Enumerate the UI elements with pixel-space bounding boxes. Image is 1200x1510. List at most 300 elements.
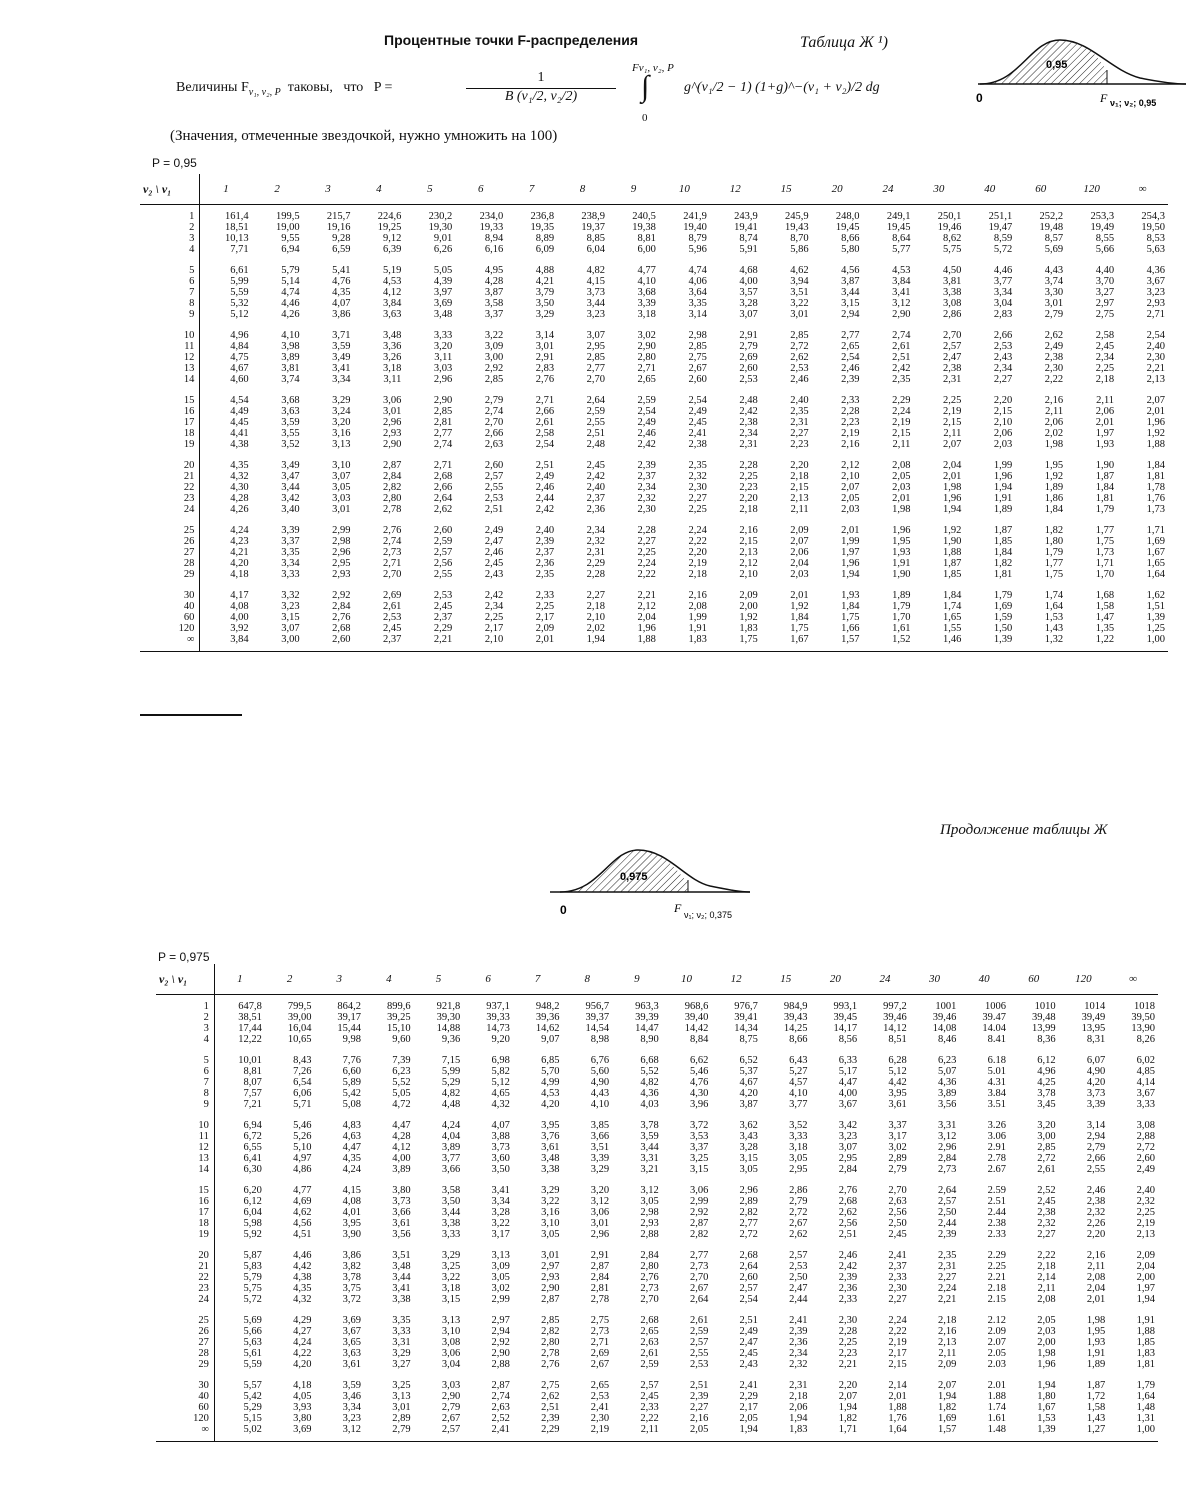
table-cell: 6,23 xyxy=(937,1055,957,1066)
table-cell: 2,53 xyxy=(484,493,504,504)
table-cell: 3,42 xyxy=(838,1120,858,1131)
table-cell: 2,30 xyxy=(888,1283,907,1294)
table-cell: 2,91 xyxy=(739,330,758,341)
table-cell: 2,91 xyxy=(535,352,555,363)
table-cell: 2,49 xyxy=(484,525,504,536)
table-cell: 1,81 xyxy=(1095,493,1115,504)
table-cell: 8,62 xyxy=(942,233,962,244)
table-cell: 2,06 xyxy=(1095,406,1115,417)
table-cell: 3,33 xyxy=(1136,1099,1155,1110)
table-end-rule xyxy=(140,714,242,716)
table-cell: 6,60 xyxy=(342,1066,362,1077)
table-cell: 4,82 xyxy=(441,1088,461,1099)
row-header: 30 xyxy=(156,1370,214,1391)
table-cell: 5,87 xyxy=(243,1250,262,1261)
table-row xyxy=(140,569,1168,580)
table-cell: 2,37 xyxy=(888,1261,907,1272)
table-cell: 1,46 xyxy=(913,634,964,652)
table-cell: 2.38 xyxy=(987,1218,1006,1229)
table-cell: 9,98 xyxy=(342,1034,362,1045)
table-row xyxy=(156,1099,1158,1110)
table-cell: 1,47 xyxy=(1095,612,1115,623)
table-cell: 2,11 xyxy=(1045,406,1064,417)
table-cell: 2,59 xyxy=(689,1326,709,1337)
table-cell: 2,61 xyxy=(689,1315,709,1326)
table-cell: 5,79 xyxy=(281,265,300,276)
table-cell: 2,49 xyxy=(535,471,555,482)
table-cell: 8,66 xyxy=(841,233,860,244)
table-cell: 1,25 xyxy=(1146,623,1165,634)
table-cell: 2,53 xyxy=(739,374,758,385)
table-cell: 2,68 xyxy=(640,1315,659,1326)
table-cell: 2,25 xyxy=(688,504,707,515)
table-cell: 3,05 xyxy=(739,1164,758,1175)
table-cell: 3,46 xyxy=(342,1391,362,1402)
table-cell: 2,84 xyxy=(383,471,402,482)
table-cell: 1,67 xyxy=(1037,1402,1056,1413)
table-row xyxy=(140,309,1168,320)
distribution-graph-2 xyxy=(550,842,790,926)
table-cell: 2,45 xyxy=(888,1229,907,1240)
row-header: 29 xyxy=(140,569,200,580)
table-cell: 4,05 xyxy=(293,1391,312,1402)
table-cell: 3,63 xyxy=(281,406,300,417)
row-header: 25 xyxy=(140,515,200,536)
table-cell: 2,50 xyxy=(888,1218,907,1229)
table-cell: 2,90 xyxy=(433,395,453,406)
table-cell: 2,27 xyxy=(1037,1229,1056,1240)
table-cell: 2,42 xyxy=(484,590,504,601)
table-cell: 2,82 xyxy=(541,1326,560,1337)
note: (Значения, отмеченные звездочкой, нужно умножить на 100) xyxy=(170,128,558,144)
table-cell: 2,24 xyxy=(688,525,707,536)
table-cell: 2,46 xyxy=(637,428,656,439)
f-sub-label-2: ν₁; ν₂; 0,375 xyxy=(684,910,733,920)
table-cell: 7,76 xyxy=(342,1055,362,1066)
table-cell: 2,45 xyxy=(586,460,605,471)
column-header: 7 xyxy=(513,964,563,995)
table-cell: 2,31 xyxy=(739,439,758,450)
table-cell: 1,64 xyxy=(1146,569,1165,580)
table-cell: 2,62 xyxy=(789,1229,808,1240)
table-cell: 2,41 xyxy=(688,428,707,439)
table-row xyxy=(140,374,1168,385)
table-cell: 3,34 xyxy=(993,287,1013,298)
table-cell: 2,63 xyxy=(484,439,504,450)
table-cell: 4,00 xyxy=(230,612,249,623)
table-cell: 8,43 xyxy=(293,1055,312,1066)
table-header-row xyxy=(156,964,1158,995)
table-cell: 2,51 xyxy=(535,460,555,471)
table-cell: 19,40 xyxy=(683,222,707,233)
table-cell: 4,42 xyxy=(888,1077,907,1088)
corner-header: ν₂ \ ν₁ xyxy=(156,964,214,995)
table-cell: 2.18 xyxy=(987,1283,1006,1294)
table-cell: 3,77 xyxy=(993,276,1013,287)
table-cell: 2,22 xyxy=(640,1413,659,1424)
table-cell: 6,04 xyxy=(243,1207,262,1218)
table-cell: 2,28 xyxy=(841,406,860,417)
table-cell: 2,45 xyxy=(640,1391,659,1402)
table-cell: 2,25 xyxy=(1136,1207,1155,1218)
table-cell: 4,03 xyxy=(640,1099,659,1110)
table-cell: 2,75 xyxy=(541,1380,560,1391)
table-cell: 1,83 xyxy=(659,634,710,652)
table-cell: 4,21 xyxy=(230,547,249,558)
table-cell: 5,77 xyxy=(892,244,911,255)
table-cell: 2,34 xyxy=(637,482,656,493)
table-cell: 224,6 xyxy=(377,211,402,222)
table-cell: 4,25 xyxy=(1037,1077,1056,1088)
table-cell: 2,57 xyxy=(484,471,504,482)
table-cell: 2,18 xyxy=(1037,1261,1056,1272)
table-cell: 4,96 xyxy=(230,330,249,341)
table-cell: 8,81 xyxy=(243,1066,262,1077)
table-cell: 2,55 xyxy=(689,1348,709,1359)
table-row xyxy=(156,1391,1158,1402)
table-row xyxy=(140,352,1168,363)
formula-integrand: g^(ν₁/2 − 1) (1+g)^−(ν₁ + ν₂)/2 dg xyxy=(684,80,880,95)
table-cell: 4,35 xyxy=(293,1283,312,1294)
table-cell: 7,39 xyxy=(392,1055,411,1066)
table-cell: 14,54 xyxy=(585,1023,610,1034)
table-cell: 2,40 xyxy=(1146,341,1165,352)
table-cell: 2,51 xyxy=(689,1380,709,1391)
table-cell: 2,29 xyxy=(586,558,605,569)
table-cell: 10,01 xyxy=(238,1055,262,1066)
formula-lower-limit: 0 xyxy=(642,112,648,124)
table-cell: 1,79 xyxy=(1136,1380,1155,1391)
table-cell: 937,1 xyxy=(486,1001,510,1012)
table-cell: 3,01 xyxy=(332,504,351,515)
table-cell: 2,02 xyxy=(586,623,605,634)
table-cell: 2,21 xyxy=(838,1359,858,1370)
table-cell: 2,51 xyxy=(892,352,911,363)
table-cell: 4,90 xyxy=(1086,1066,1106,1077)
formula xyxy=(176,62,936,132)
table-cell: 5,71 xyxy=(293,1099,312,1110)
table-cell: 19,30 xyxy=(428,222,453,233)
table-cell: 2,45 xyxy=(1037,1196,1056,1207)
table-cell: 6,26 xyxy=(433,244,453,255)
table-cell: 1,85 xyxy=(993,536,1013,547)
table-row xyxy=(140,244,1168,255)
table-cell: 2,54 xyxy=(637,406,656,417)
table-cell: 2,58 xyxy=(1095,330,1115,341)
table-cell: 4,20 xyxy=(541,1099,560,1110)
table-cell: 1014 xyxy=(1084,1001,1106,1012)
table-cell: 2,96 xyxy=(332,547,351,558)
table-cell: 3,48 xyxy=(392,1261,411,1272)
table-cell: 2,11 xyxy=(892,439,911,450)
table-cell: 2,32 xyxy=(637,493,656,504)
table-row xyxy=(156,1326,1158,1337)
table-cell: 2,93 xyxy=(1146,298,1165,309)
page-title: Процентные точки F-распределения xyxy=(384,32,638,48)
table-cell: 2,80 xyxy=(383,493,402,504)
continuation-label: Продолжение таблицы Ж xyxy=(940,822,1108,838)
table-cell: 2,28 xyxy=(637,525,656,536)
table-cell: 2,33 xyxy=(535,590,555,601)
table-cell: 2,88 xyxy=(1136,1131,1155,1142)
table-cell: 4,83 xyxy=(342,1120,362,1131)
table-cell: 3,33 xyxy=(433,330,453,341)
table-cell: 1,96 xyxy=(1146,417,1165,428)
table-cell: 2,31 xyxy=(937,1261,957,1272)
table-cell: 5,12 xyxy=(888,1066,907,1077)
table-cell: 2,78 xyxy=(383,504,402,515)
table-cell: 2,20 xyxy=(993,395,1013,406)
table-cell: 2,39 xyxy=(838,1272,858,1283)
table-cell: 2,32 xyxy=(1086,1207,1106,1218)
table-cell: 3,33 xyxy=(281,569,300,580)
table-cell: 1006 xyxy=(984,1001,1006,1012)
zero-label-2: 0 xyxy=(560,903,567,917)
table-cell: 5,17 xyxy=(838,1066,858,1077)
table-cell: 2,53 xyxy=(789,1261,808,1272)
table-cell: 2,42 xyxy=(892,363,911,374)
table-cell: 2,68 xyxy=(739,1250,758,1261)
table-cell: 39,50 xyxy=(1131,1012,1155,1023)
row-header: 16 xyxy=(156,1196,214,1207)
table-cell: 2,49 xyxy=(1136,1164,1155,1175)
table-cell: 2,77 xyxy=(841,330,860,341)
table-cell: 2,72 xyxy=(1037,1153,1056,1164)
table-cell: 5,69 xyxy=(243,1315,262,1326)
table-cell: 2,20 xyxy=(688,547,707,558)
table-cell: 2,80 xyxy=(637,352,656,363)
table-cell: 2,79 xyxy=(1044,309,1064,320)
table-cell: 1,84 xyxy=(790,612,809,623)
table-cell: 39,39 xyxy=(635,1012,659,1023)
table-cell: 6,94 xyxy=(281,244,300,255)
table-cell: 248,0 xyxy=(835,211,860,222)
table-cell: 2,76 xyxy=(541,1359,560,1370)
table-cell: 3,67 xyxy=(1136,1088,1155,1099)
table-cell: 3,44 xyxy=(586,298,605,309)
table-row xyxy=(156,1023,1158,1034)
table-cell: 3,35 xyxy=(688,298,707,309)
table-cell: 3,72 xyxy=(689,1120,709,1131)
table-cell: 2,79 xyxy=(364,1424,414,1442)
table-cell: 2,25 xyxy=(484,612,504,623)
table-cell: 2,01 xyxy=(888,1391,907,1402)
table-cell: 3,98 xyxy=(281,341,300,352)
table-cell: 3,74 xyxy=(281,374,300,385)
table-cell: 3.06 xyxy=(987,1131,1006,1142)
table-cell: 3,96 xyxy=(689,1099,709,1110)
table-cell: 5,79 xyxy=(243,1272,262,1283)
table-row xyxy=(140,547,1168,558)
table-cell: 9,55 xyxy=(281,233,300,244)
table-cell: 234,0 xyxy=(479,211,504,222)
table-cell: 9,28 xyxy=(332,233,351,244)
column-header: 30 xyxy=(913,174,964,205)
row-header: 4 xyxy=(140,244,200,255)
table-header-row xyxy=(140,174,1168,205)
table-cell: 1,55 xyxy=(942,623,962,634)
table-row xyxy=(140,287,1168,298)
table-row xyxy=(140,601,1168,612)
table-cell: 2,49 xyxy=(637,417,656,428)
table-cell: 3,23 xyxy=(281,601,300,612)
table-cell: 1,98 xyxy=(942,482,962,493)
table-cell: 2.05 xyxy=(987,1348,1006,1359)
table-cell: 3,77 xyxy=(789,1099,808,1110)
table-cell: 8,57 xyxy=(1044,233,1064,244)
table-cell: 3,61 xyxy=(342,1359,362,1370)
table-cell: 2,77 xyxy=(739,1218,758,1229)
table-cell: 4,90 xyxy=(590,1077,610,1088)
table-cell: 2,34 xyxy=(1095,352,1115,363)
table-cell: 1,71 xyxy=(811,1424,861,1442)
table-cell: 3,08 xyxy=(1136,1120,1155,1131)
table-cell: 4,35 xyxy=(342,1153,362,1164)
table-cell: 2,01 xyxy=(892,493,911,504)
table-cell: 2,86 xyxy=(942,309,962,320)
table-cell: 2,07 xyxy=(838,1391,858,1402)
row-header: 14 xyxy=(156,1164,214,1175)
table-cell: 2,56 xyxy=(433,558,453,569)
table-cell: 1,76 xyxy=(1146,493,1165,504)
table-cell: 5,52 xyxy=(640,1066,659,1077)
table-cell: 2,96 xyxy=(590,1229,610,1240)
table-cell: 3,67 xyxy=(838,1099,858,1110)
table-cell: 3,80 xyxy=(392,1185,411,1196)
row-header: ∞ xyxy=(156,1424,214,1442)
table-cell: 899,6 xyxy=(387,1001,411,1012)
table-cell: 968,6 xyxy=(684,1001,709,1012)
table-cell: 3,36 xyxy=(383,341,402,352)
table-cell: 3,01 xyxy=(392,1402,411,1413)
table-cell: 1,65 xyxy=(1146,558,1165,569)
table-row xyxy=(156,1045,1158,1066)
table-cell: 2,72 xyxy=(789,1207,808,1218)
table-cell: 2,24 xyxy=(888,1315,907,1326)
table-cell: 4,62 xyxy=(790,265,809,276)
table-cell: 2,10 xyxy=(841,471,860,482)
table-cell: 3,07 xyxy=(281,623,300,634)
table-cell: 2,51 xyxy=(739,1315,758,1326)
table-cell: 5,89 xyxy=(342,1077,362,1088)
table-cell: 2,82 xyxy=(689,1229,709,1240)
table-cell: 3,58 xyxy=(441,1185,461,1196)
table-cell: 3,08 xyxy=(441,1337,461,1348)
table-cell: 8.41 xyxy=(987,1034,1006,1045)
table-cell: 6,04 xyxy=(586,244,605,255)
table-cell: 9,20 xyxy=(491,1034,510,1045)
table-cell: 2,92 xyxy=(332,590,351,601)
table-cell: 2,62 xyxy=(541,1391,560,1402)
table-row xyxy=(156,1337,1158,1348)
table-cell: 2,94 xyxy=(1086,1131,1106,1142)
row-header: 26 xyxy=(156,1326,214,1337)
table-cell: 3,31 xyxy=(392,1337,411,1348)
table-cell: 2,43 xyxy=(739,1359,758,1370)
table-cell: 2,72 xyxy=(790,341,809,352)
table-cell: 2,96 xyxy=(383,417,402,428)
table-cell: 3,25 xyxy=(441,1261,461,1272)
table-cell: 2,41 xyxy=(590,1402,610,1413)
table-cell: 2,84 xyxy=(937,1153,957,1164)
table-cell: 4,77 xyxy=(637,265,656,276)
table-cell: 2,06 xyxy=(789,1402,808,1413)
table-cell: 19,16 xyxy=(326,222,351,233)
table-cell: 5,70 xyxy=(541,1066,560,1077)
table-cell: 1,39 xyxy=(1146,612,1165,623)
table-cell: 2,55 xyxy=(1086,1164,1106,1175)
table-cell: 2,43 xyxy=(484,569,504,580)
row-header: 14 xyxy=(140,374,200,385)
table-cell: 2,01 xyxy=(942,471,962,482)
table-cell: 3,81 xyxy=(942,276,962,287)
distribution-graph-1 xyxy=(960,26,1196,126)
table-cell: 3,23 xyxy=(586,309,605,320)
column-header: 6 xyxy=(455,174,506,205)
table-cell: 3,04 xyxy=(993,298,1013,309)
table-cell: 2,89 xyxy=(888,1153,907,1164)
table-cell: 5,02 xyxy=(214,1424,264,1442)
table-cell: 4,08 xyxy=(230,601,249,612)
table-cell: 241,9 xyxy=(683,211,707,222)
row-header: 5 xyxy=(156,1045,214,1066)
table-cell: 2,87 xyxy=(689,1218,709,1229)
table-row xyxy=(156,1218,1158,1229)
table-cell: 1,76 xyxy=(888,1413,907,1424)
table-row xyxy=(140,580,1168,601)
table-cell: 3,22 xyxy=(484,330,504,341)
table-cell: 2.59 xyxy=(987,1185,1006,1196)
table-cell: 4,53 xyxy=(383,276,402,287)
table-cell: 4,36 xyxy=(640,1088,659,1099)
table-cell: 4,96 xyxy=(1037,1066,1056,1077)
table-cell: 2,60 xyxy=(303,634,354,652)
table-cell: 2,95 xyxy=(586,341,605,352)
table-cell: 161,4 xyxy=(225,211,249,222)
row-header: ∞ xyxy=(140,634,200,652)
table-cell: 2,64 xyxy=(586,395,605,406)
table-cell: 2,74 xyxy=(484,406,504,417)
table-cell: 3,01 xyxy=(790,309,809,320)
table-cell: 1,39 xyxy=(1009,1424,1059,1442)
table-cell: 2,67 xyxy=(688,363,707,374)
table-cell: 1,87 xyxy=(1095,471,1115,482)
table-cell: 2,47 xyxy=(942,352,962,363)
table-cell: 3,59 xyxy=(332,341,351,352)
table-cell: 2,07 xyxy=(1146,395,1165,406)
table-cell: 3,61 xyxy=(392,1218,411,1229)
table-cell: 3,69 xyxy=(433,298,453,309)
table-cell: 5,46 xyxy=(689,1066,709,1077)
zero-label-1: 0 xyxy=(976,91,983,105)
table-cell: 2.21 xyxy=(987,1272,1006,1283)
table-cell: 1,95 xyxy=(892,536,911,547)
table-cell: 3,11 xyxy=(383,374,402,385)
table-cell: 6,23 xyxy=(392,1066,411,1077)
table-cell: 2,22 xyxy=(637,569,656,580)
table-cell: 2,29 xyxy=(513,1424,563,1442)
table-cell: 976,7 xyxy=(734,1001,758,1012)
table-cell: 39,43 xyxy=(783,1012,808,1023)
table-cell: 2,61 xyxy=(640,1348,659,1359)
table-cell: 3,10 xyxy=(541,1218,560,1229)
formula-upper-limit: Fν₁, ν₂, P xyxy=(632,62,674,74)
table-cell: 1,87 xyxy=(1086,1380,1106,1391)
table-cell: 3,20 xyxy=(1037,1120,1056,1131)
table-cell: 2,99 xyxy=(491,1294,510,1305)
table-cell: 3,34 xyxy=(281,558,300,569)
table-cell: 2,52 xyxy=(1037,1185,1056,1196)
